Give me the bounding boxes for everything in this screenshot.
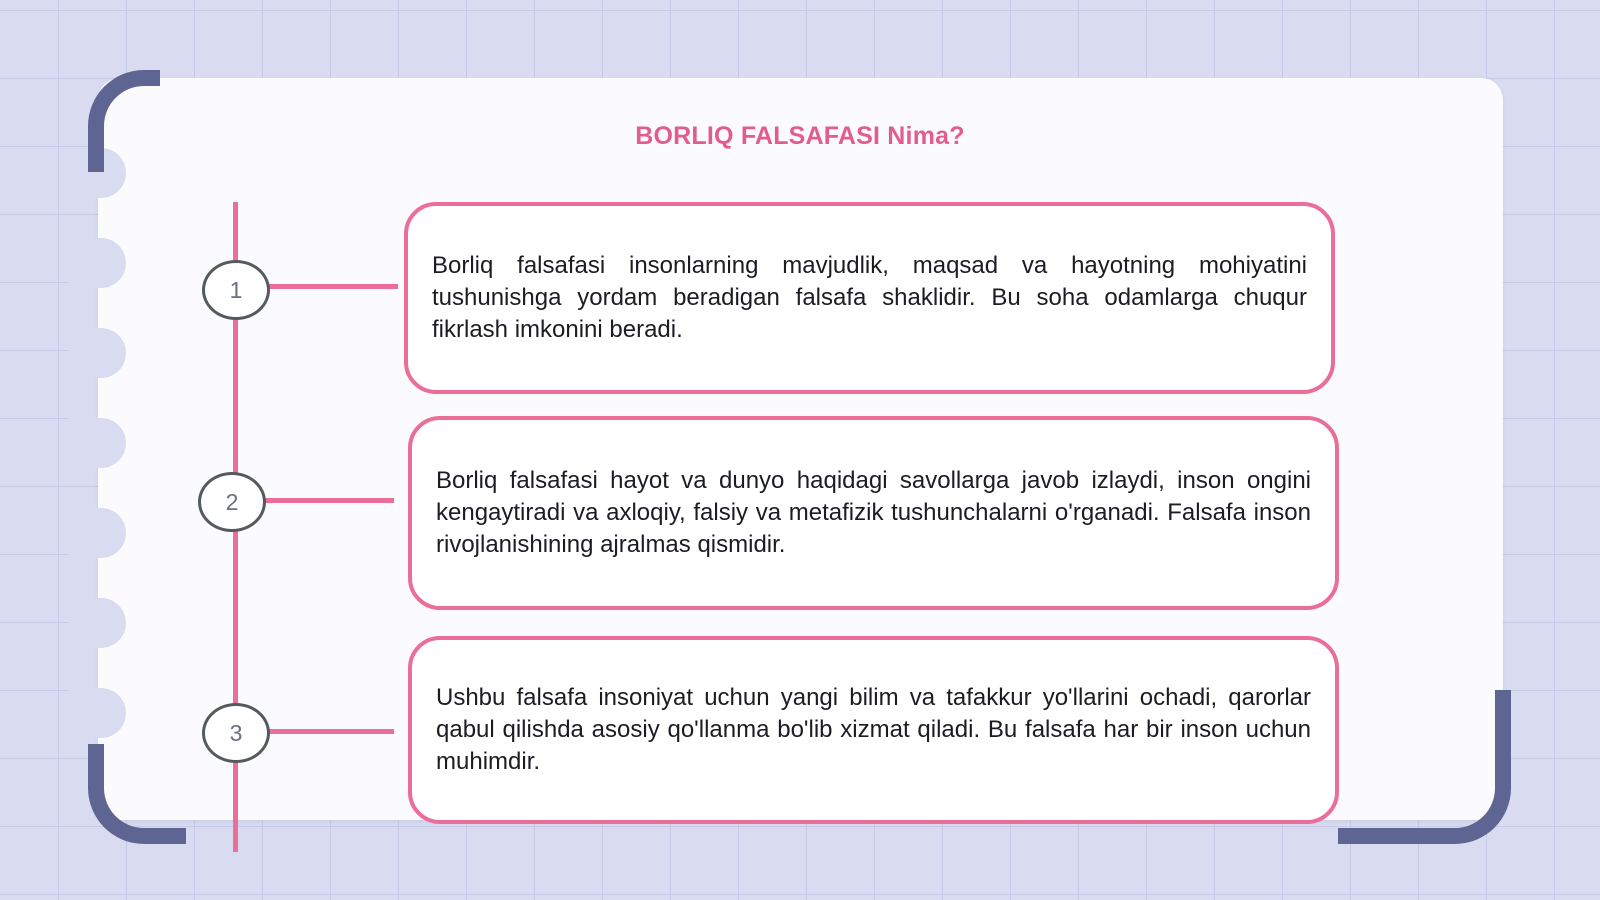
paper-notch (68, 418, 126, 468)
paper-notch (68, 328, 126, 378)
card-text: Borliq falsafasi hayot va dunyo haqidagi savollarga javob izlaydi, inson ongini kengaytiradi va axloqiy, falsiy va metafizik tushunchalarni o'rganadi. Falsafa inson rivojlanishining ajralmas qismidir. (436, 467, 1311, 558)
step-number: 2 (225, 488, 239, 515)
info-card (408, 416, 1339, 610)
step-number-badge (202, 703, 270, 763)
card-text: Ushbu falsafa insoniyat uchun yangi bilim va tafakkur yo'llarini ochadi, qarorlar qabul qilishda asosiy qo'llanma bo'lib xizmat qiladi. Bu falsafa har bir inson uchun muhimdir. (436, 684, 1311, 775)
step-number: 3 (229, 719, 243, 746)
timeline-connector (264, 729, 394, 734)
step-number-badge (202, 260, 270, 320)
paper-notch (68, 688, 126, 738)
timeline-connector (264, 284, 398, 289)
card-text: Borliq falsafasi insonlarning mavjudlik, maqsad va hayotning mohiyatini tushunishga yordam beradigan falsafa shaklidir. Bu soha odamlarga chuqur fikrlash imkonini beradi. (432, 252, 1307, 343)
timeline-connector (262, 498, 394, 503)
paper-notch (68, 238, 126, 288)
info-card (408, 636, 1339, 824)
step-number-badge (198, 472, 266, 532)
slide-title: BORLIQ FALSAFASI Nima? (635, 122, 965, 150)
info-card (404, 202, 1335, 394)
corner-bracket-bottom-right (1338, 690, 1511, 844)
step-number: 1 (229, 276, 243, 303)
corner-bracket-top-left (88, 70, 160, 172)
corner-bracket-bottom-left (88, 744, 186, 844)
paper-notch (68, 598, 126, 648)
paper-notch (68, 508, 126, 558)
